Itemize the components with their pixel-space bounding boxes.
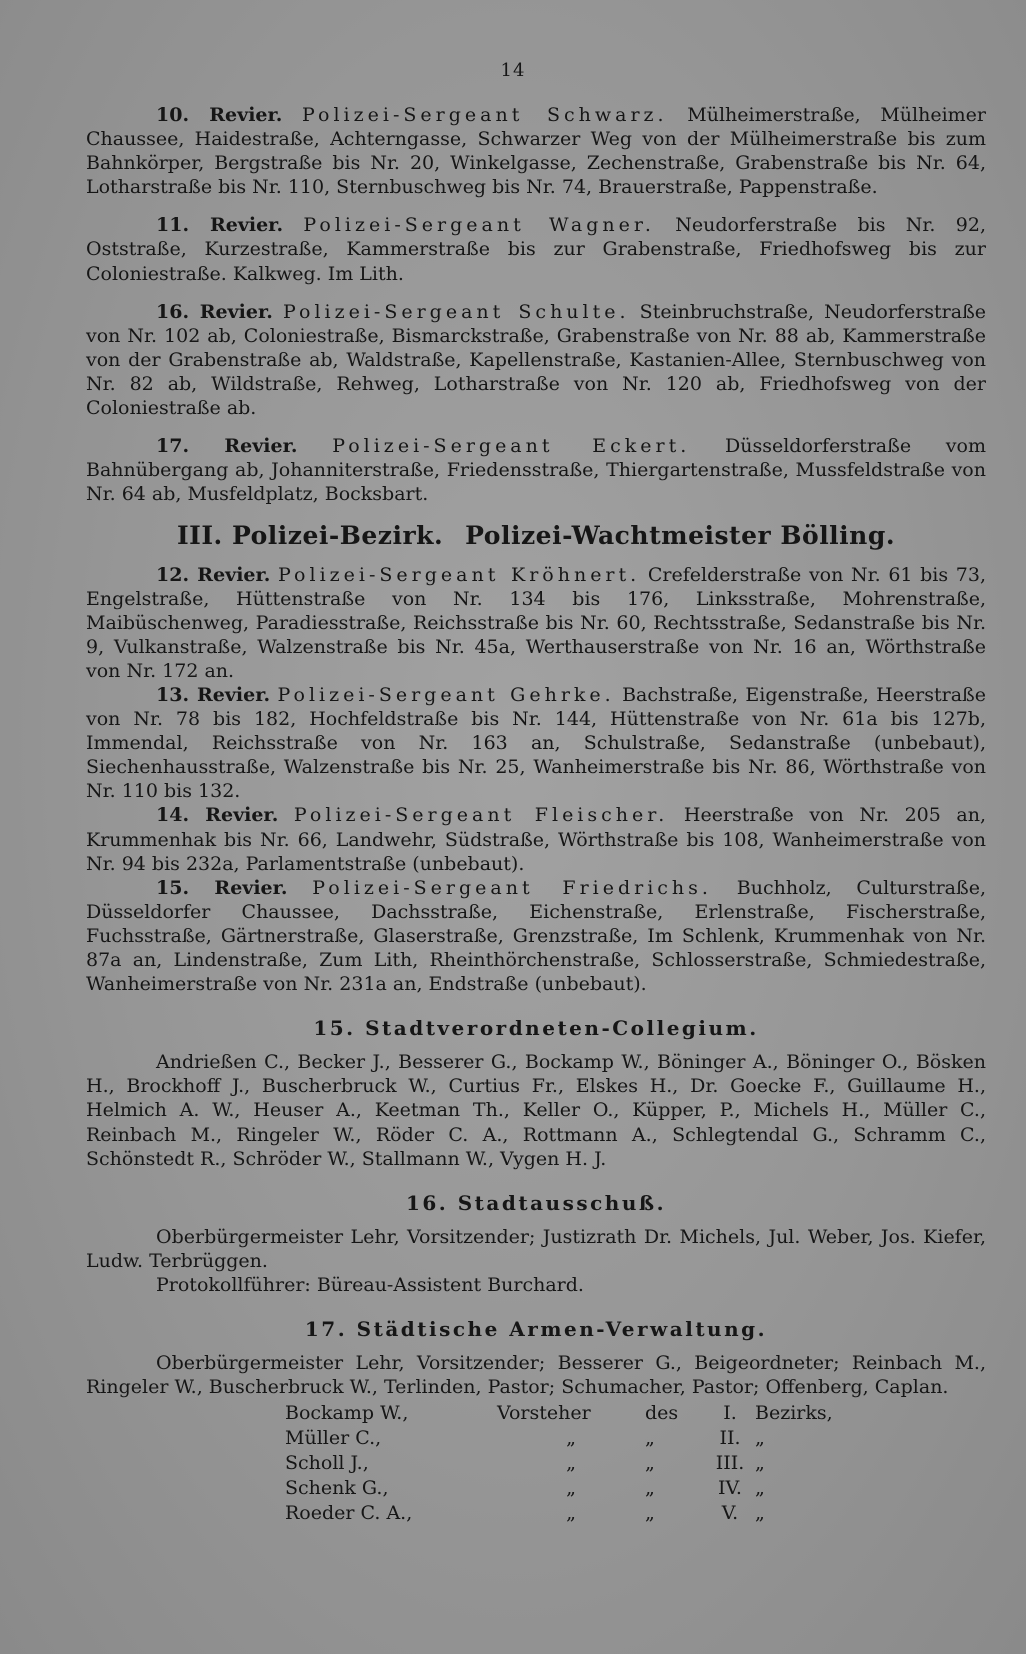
vorsteher-suffix: Bezirks, <box>755 1402 833 1425</box>
vorsteher-des: „ <box>645 1452 655 1475</box>
revier-15-paragraph <box>86 876 986 996</box>
vorsteher-role: „ <box>566 1452 576 1475</box>
vorsteher-name: Müller C., <box>285 1427 382 1450</box>
stadtausschuss-members: Oberbürgermeister Lehr, Vorsitzender; Justizrath Dr. Michels, Jul. Weber, Jos. Kiefer, Ludw. Terbrüggen. <box>86 1225 986 1272</box>
vorsteher-role: „ <box>566 1427 576 1450</box>
vorsteher-name: Scholl J., <box>285 1452 369 1475</box>
sergeant-name: Polizei-Sergeant Fleischer. <box>293 804 669 827</box>
revier-12-paragraph <box>86 563 986 683</box>
page-text <box>86 103 986 1526</box>
vorsteher-des: „ <box>645 1427 655 1450</box>
protokoll-line: Protokollführer: Büreau-Assistent Burchard. <box>156 1274 584 1297</box>
collegium-members: Andrießen C., Becker J., Besserer G., Bockamp W., Böninger A., Böninger O., Bösken H., Brockhoff J., Buscherbruck W., Curtius Fr., Elskes H., Dr. Goecke F., Guillaume H., Helmich A. W., Heuser A., Keetman Th., Keller O., Küpper, P., Michels H., Müller C., Reinbach M., Ringeler W., Röder C. A., Rottmann A., Schlegtendal G., Schramm C., Schönstedt R., Schröder W., Stallmann W., Vygen H. J. <box>86 1051 986 1170</box>
vorsteher-row <box>285 1451 875 1476</box>
street-list: Buchholz, Culturstraße, Düsseldorfer Chaussee, Dachsstraße, Eichenstraße, Erlenstraße, Fischerstraße, Fuchsstraße, Gärtnerstraße, Glaserstraße, Grenzstraße, Im Schlenk, Krummenhak von Nr. 87a an, Lindenstraße, Zum Lith, Rheinthörchenstraße, Schlosserstraße, Schmiedestraße, Wanheimerstraße von Nr. 231a an, Endstraße (unbebaut). <box>86 876 986 996</box>
vorsteher-row <box>285 1476 875 1501</box>
street-list: Neudorferstraße bis Nr. 92, Oststraße, Kurzestraße, Kammerstraße bis zur Grabenstraße, Friedhofsweg bis zur Coloniestraße. Kalkweg. Im Lith. <box>86 214 986 285</box>
revier-number: 10. Revier. <box>156 104 283 126</box>
street-list: Heerstraße von Nr. 205 an, Krummenhak bis Nr. 66, Landwehr, Südstraße, Wörthstraße bis 108, Wanheimerstraße von Nr. 94 bis 232a, Parlamentstraße (unbebaut). <box>86 804 987 875</box>
street-list: Bachstraße, Eigenstraße, Heerstraße von Nr. 78 bis 182, Hochfeldstraße bis Nr. 144, Hüttenstraße von Nr. 61a bis 127b, Immendal, Reichsstraße von Nr. 163 an, Schulstraße, Sedanstraße (unbebaut), Siechenhausstraße, Walzenstraße bis Nr. 25, Wanheimerstraße bis Nr. 86, Wörthstraße von Nr. 110 bis 132. <box>86 683 986 803</box>
revier-14-paragraph <box>86 803 986 875</box>
vorsteher-suffix: „ <box>755 1502 765 1525</box>
vorsteher-bezirk: I. <box>723 1402 737 1425</box>
vorsteher-suffix: „ <box>755 1452 765 1475</box>
bezirk-heading <box>86 521 986 551</box>
sergeant-name: Polizei-Sergeant Friedrichs. <box>312 876 712 899</box>
vorsteher-des: „ <box>645 1477 655 1500</box>
vorsteher-bezirk: II. <box>719 1427 741 1450</box>
street-list: Steinbruchstraße, Neudorferstraße von Nr. 102 ab, Coloniestraße, Bismarckstraße, Grabenstraße von Nr. 88 ab, Kammerstraße von der Grabenstraße ab, Waldstraße, Kapellenstraße, Kastanien-Allee, Sternbuschweg von Nr. 82 ab, Wildstraße, Rehweg, Lotharstraße von Nr. 120 ab, Friedhofsweg von der Coloniestraße ab. <box>86 300 987 420</box>
sergeant-name: Polizei-Sergeant Schulte. <box>282 300 630 323</box>
revier-number: 13. Revier. <box>156 683 271 706</box>
revier-10-paragraph <box>86 103 986 199</box>
revier-11-paragraph <box>86 213 986 285</box>
revier-number: 11. Revier. <box>156 214 284 237</box>
vorsteher-bezirk: V. <box>721 1502 739 1525</box>
armen-verwaltung-members: Oberbürgermeister Lehr, Vorsitzender; Besserer G., Beigeordneter; Reinbach M., Ringeler W., Buscherbruck W., Terlinden, Pastor; Schumacher, Pastor; Offenberg, Caplan. <box>86 1352 986 1399</box>
bezirk-wachtmeister: Polizei-Wachtmeister Bölling. <box>465 521 896 551</box>
vorsteher-role: „ <box>566 1477 576 1500</box>
revier-17-paragraph <box>86 434 986 506</box>
vorsteher-suffix: „ <box>755 1477 765 1500</box>
revier-16-paragraph <box>86 300 986 420</box>
street-list: Crefelderstraße von Nr. 61 bis 73, Engelstraße, Hüttenstraße von Nr. 134 bis 176, Linksstraße, Mohrenstraße, Maibüschenweg, Paradiesstraße, Reichsstraße bis Nr. 60, Rechtsstraße, Sedanstraße bis Nr. 9, Vulkanstraße, Walzenstraße bis Nr. 45a, Werthauserstraße von Nr. 16 an, Wörthstraße von Nr. 172 an. <box>86 563 986 682</box>
page-number: 14 <box>500 60 526 81</box>
vorsteher-row <box>285 1501 875 1526</box>
vorsteher-role: „ <box>566 1502 576 1525</box>
sergeant-name: Polizei-Sergeant Eckert. <box>332 435 691 458</box>
vorsteher-bezirk: IV. <box>718 1477 742 1500</box>
stadtausschuss-heading: 16. Stadtausschuß. <box>405 1190 667 1215</box>
revier-number: 16. Revier. <box>156 300 273 323</box>
armen-verwaltung-heading: 17. Städtische Armen-Verwaltung. <box>304 1317 768 1342</box>
vorsteher-des: des <box>645 1402 679 1425</box>
vorsteher-suffix: „ <box>755 1427 765 1450</box>
vorsteher-bezirk: III. <box>715 1452 745 1475</box>
sergeant-name: Polizei-Sergeant Kröhnert. <box>278 563 641 586</box>
revier-number: 14. Revier. <box>156 804 279 827</box>
vorsteher-name: Roeder C. A., <box>285 1502 413 1525</box>
vorsteher-des: „ <box>645 1502 655 1525</box>
revier-13-paragraph <box>86 683 986 803</box>
vorsteher-role: Vorsteher <box>497 1402 591 1425</box>
vorsteher-row <box>285 1401 875 1426</box>
street-list: Düsseldorferstraße vom Bahnübergang ab, Johanniterstraße, Friedensstraße, Thiergartenstraße, Mussfeldstraße von Nr. 64 ab, Musfeldplatz, Bocksbart. <box>86 435 986 506</box>
vorsteher-table <box>285 1401 875 1526</box>
sergeant-name: Polizei-Sergeant Schwarz. <box>302 104 668 126</box>
street-list: Mülheimerstraße, Mülheimer Chaussee, Haidestraße, Achterngasse, Schwarzer Weg von der Mülheimerstraße bis zum Bahnkörper, Bergstraße bis Nr. 20, Winkelgasse, Zechenstraße, Grabenstraße bis Nr. 64, Lotharstraße bis Nr. 110, Sternbuschweg bis Nr. 74, Brauerstraße, Pappenstraße. <box>86 104 986 199</box>
bezirk-title: Polizei-Bezirk. <box>231 521 444 551</box>
revier-number: 15. Revier. <box>156 876 288 899</box>
vorsteher-name: Schenk G., <box>285 1477 389 1500</box>
sergeant-name: Polizei-Sergeant Gehrke. <box>277 683 615 706</box>
bezirk-numeral: III. <box>176 521 223 551</box>
revier-number: 12. Revier. <box>156 563 271 586</box>
vorsteher-name: Bockamp W., <box>285 1402 409 1425</box>
revier-number: 17. Revier. <box>156 435 298 458</box>
vorsteher-row <box>285 1426 875 1451</box>
collegium-heading: 15. Stadtverordneten-Collegium. <box>313 1016 759 1041</box>
sergeant-name: Polizei-Sergeant Wagner. <box>303 214 655 237</box>
